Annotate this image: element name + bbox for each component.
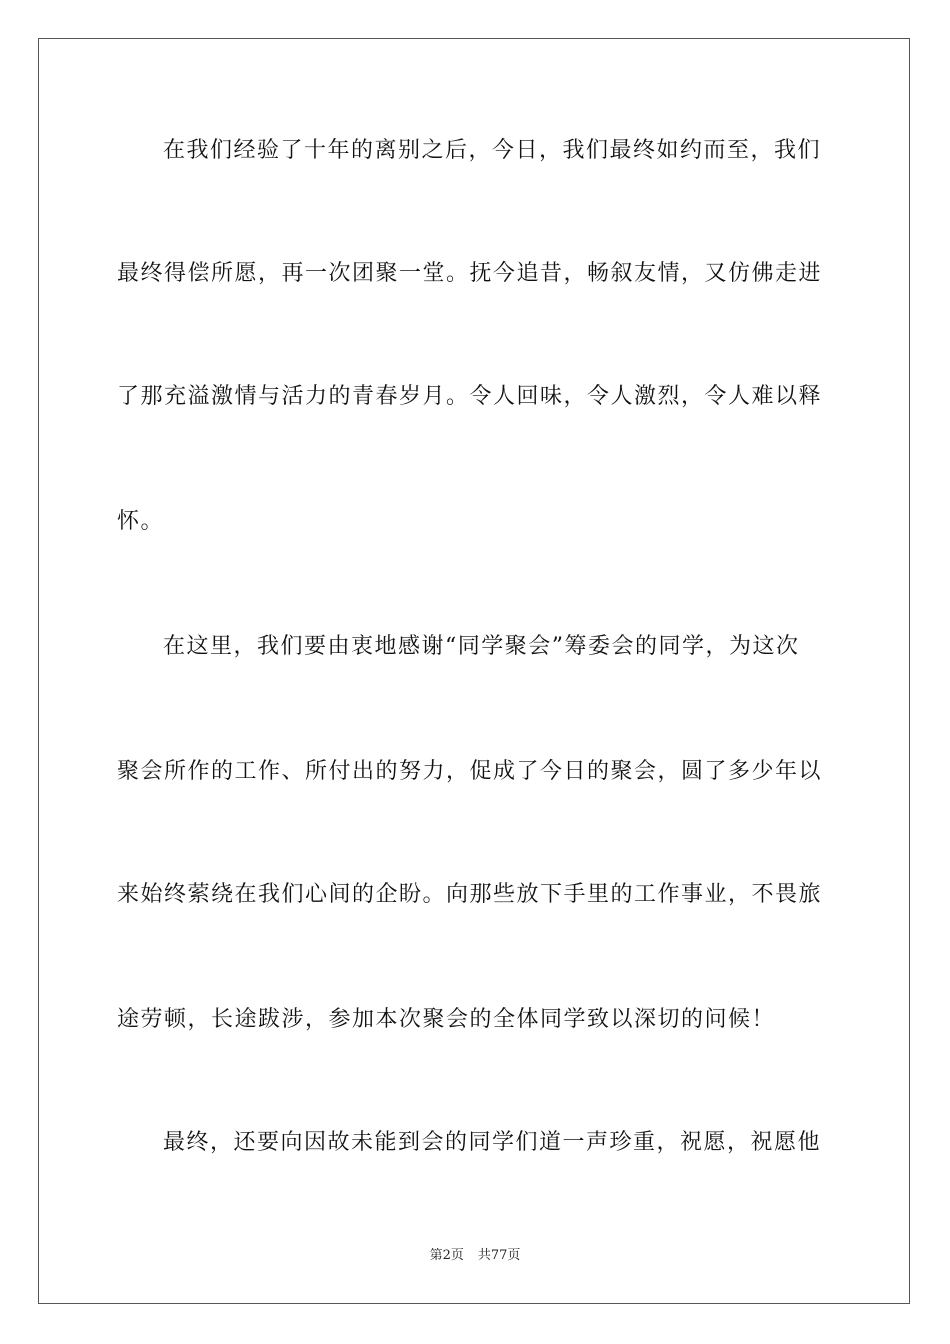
paragraph-1-line-1: 在我们经验了十年的离别之后，今日，我们最终如约而至，我们 xyxy=(163,138,822,163)
paragraph-1-line-3: 了那充溢激情与活力的青春岁月。令人回味，令人激烈，令人难以释 xyxy=(117,384,823,409)
page-footer xyxy=(0,1247,950,1265)
page-frame xyxy=(38,38,910,1304)
paragraph-1-line-4: 怀。 xyxy=(117,509,165,534)
paragraph-1-line-2: 最终得偿所愿，再一次团聚一堂。抚今追昔，畅叙友情，又仿佛走进 xyxy=(117,261,823,286)
total-pages: 共77页 xyxy=(477,1248,521,1263)
paragraph-3-line-1: 最终，还要向因故未能到会的同学们道一声珍重，祝愿，祝愿他 xyxy=(163,1130,822,1155)
paragraph-2-line-4: 途劳顿，长途跋涉，参加本次聚会的全体同学致以深切的问候！ xyxy=(117,1007,776,1032)
paragraph-2-line-2: 聚会所作的工作、所付出的努力，促成了今日的聚会，圆了多少年以 xyxy=(117,759,823,784)
paragraph-2-line-3: 来始终萦绕在我们心间的企盼。向那些放下手里的工作事业，不畏旅 xyxy=(117,882,823,907)
paragraph-2-line-1: 在这里，我们要由衷地感谢“同学聚会”筹委会的同学，为这次 xyxy=(163,634,800,659)
page-number: 第2页 xyxy=(429,1248,464,1263)
